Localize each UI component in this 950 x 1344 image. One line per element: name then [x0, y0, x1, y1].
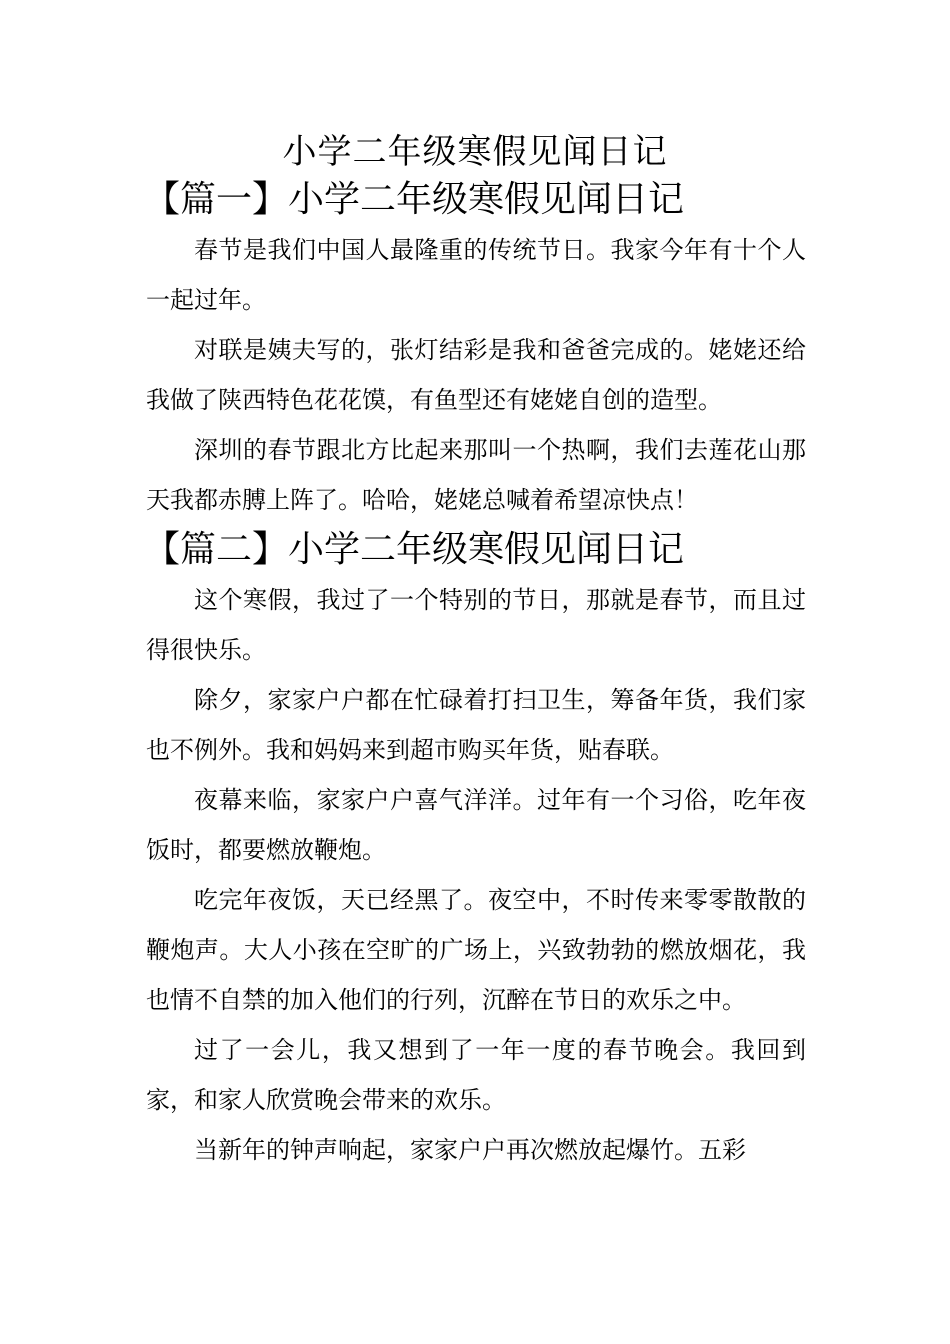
paragraph: 对联是姨夫写的，张灯结彩是我和爸爸完成的。姥姥还给我做了陕西特色花花馍，有鱼型还有姥姥自创的造型。	[146, 336, 806, 414]
paragraph: 夜幕来临，家家户户喜气洋洋。过年有一个习俗，吃年夜饭时，都要燃放鞭炮。	[146, 786, 806, 864]
paragraph: 除夕，家家户户都在忙碌着打扫卫生，筹备年货，我们家也不例外。我和妈妈来到超市购买年货，贴春联。	[146, 686, 806, 764]
section-heading-2: 【篇二】小学二年级寒假见闻日记	[144, 529, 685, 570]
paragraph: 当新年的钟声响起，家家户户再次燃放起爆竹。五彩	[194, 1136, 746, 1164]
paragraph: 吃完年夜饭，天已经黑了。夜空中，不时传来零零散散的鞭炮声。大人小孩在空旷的广场上，兴致勃勃的燃放烟花，我也情不自禁的加入他们的行列，沉醉在节日的欢乐之中。	[146, 886, 806, 1014]
paragraph: 过了一会儿，我又想到了一年一度的春节晚会。我回到家，和家人欣赏晚会带来的欢乐。	[146, 1036, 806, 1114]
paragraph: 春节是我们中国人最隆重的传统节日。我家今年有十个人一起过年。	[146, 236, 806, 314]
paragraph: 深圳的春节跟北方比起来那叫一个热啊，我们去莲花山那天我都赤膊上阵了。哈哈，姥姥总喊着希望凉快点！	[146, 436, 806, 514]
document-body	[146, 175, 806, 1175]
section-heading-1: 【篇一】小学二年级寒假见闻日记	[144, 179, 685, 220]
paragraph: 这个寒假，我过了一个特别的节日，那就是春节，而且过得很快乐。	[146, 586, 806, 664]
document-title: 小学二年级寒假见闻日记	[282, 132, 668, 172]
